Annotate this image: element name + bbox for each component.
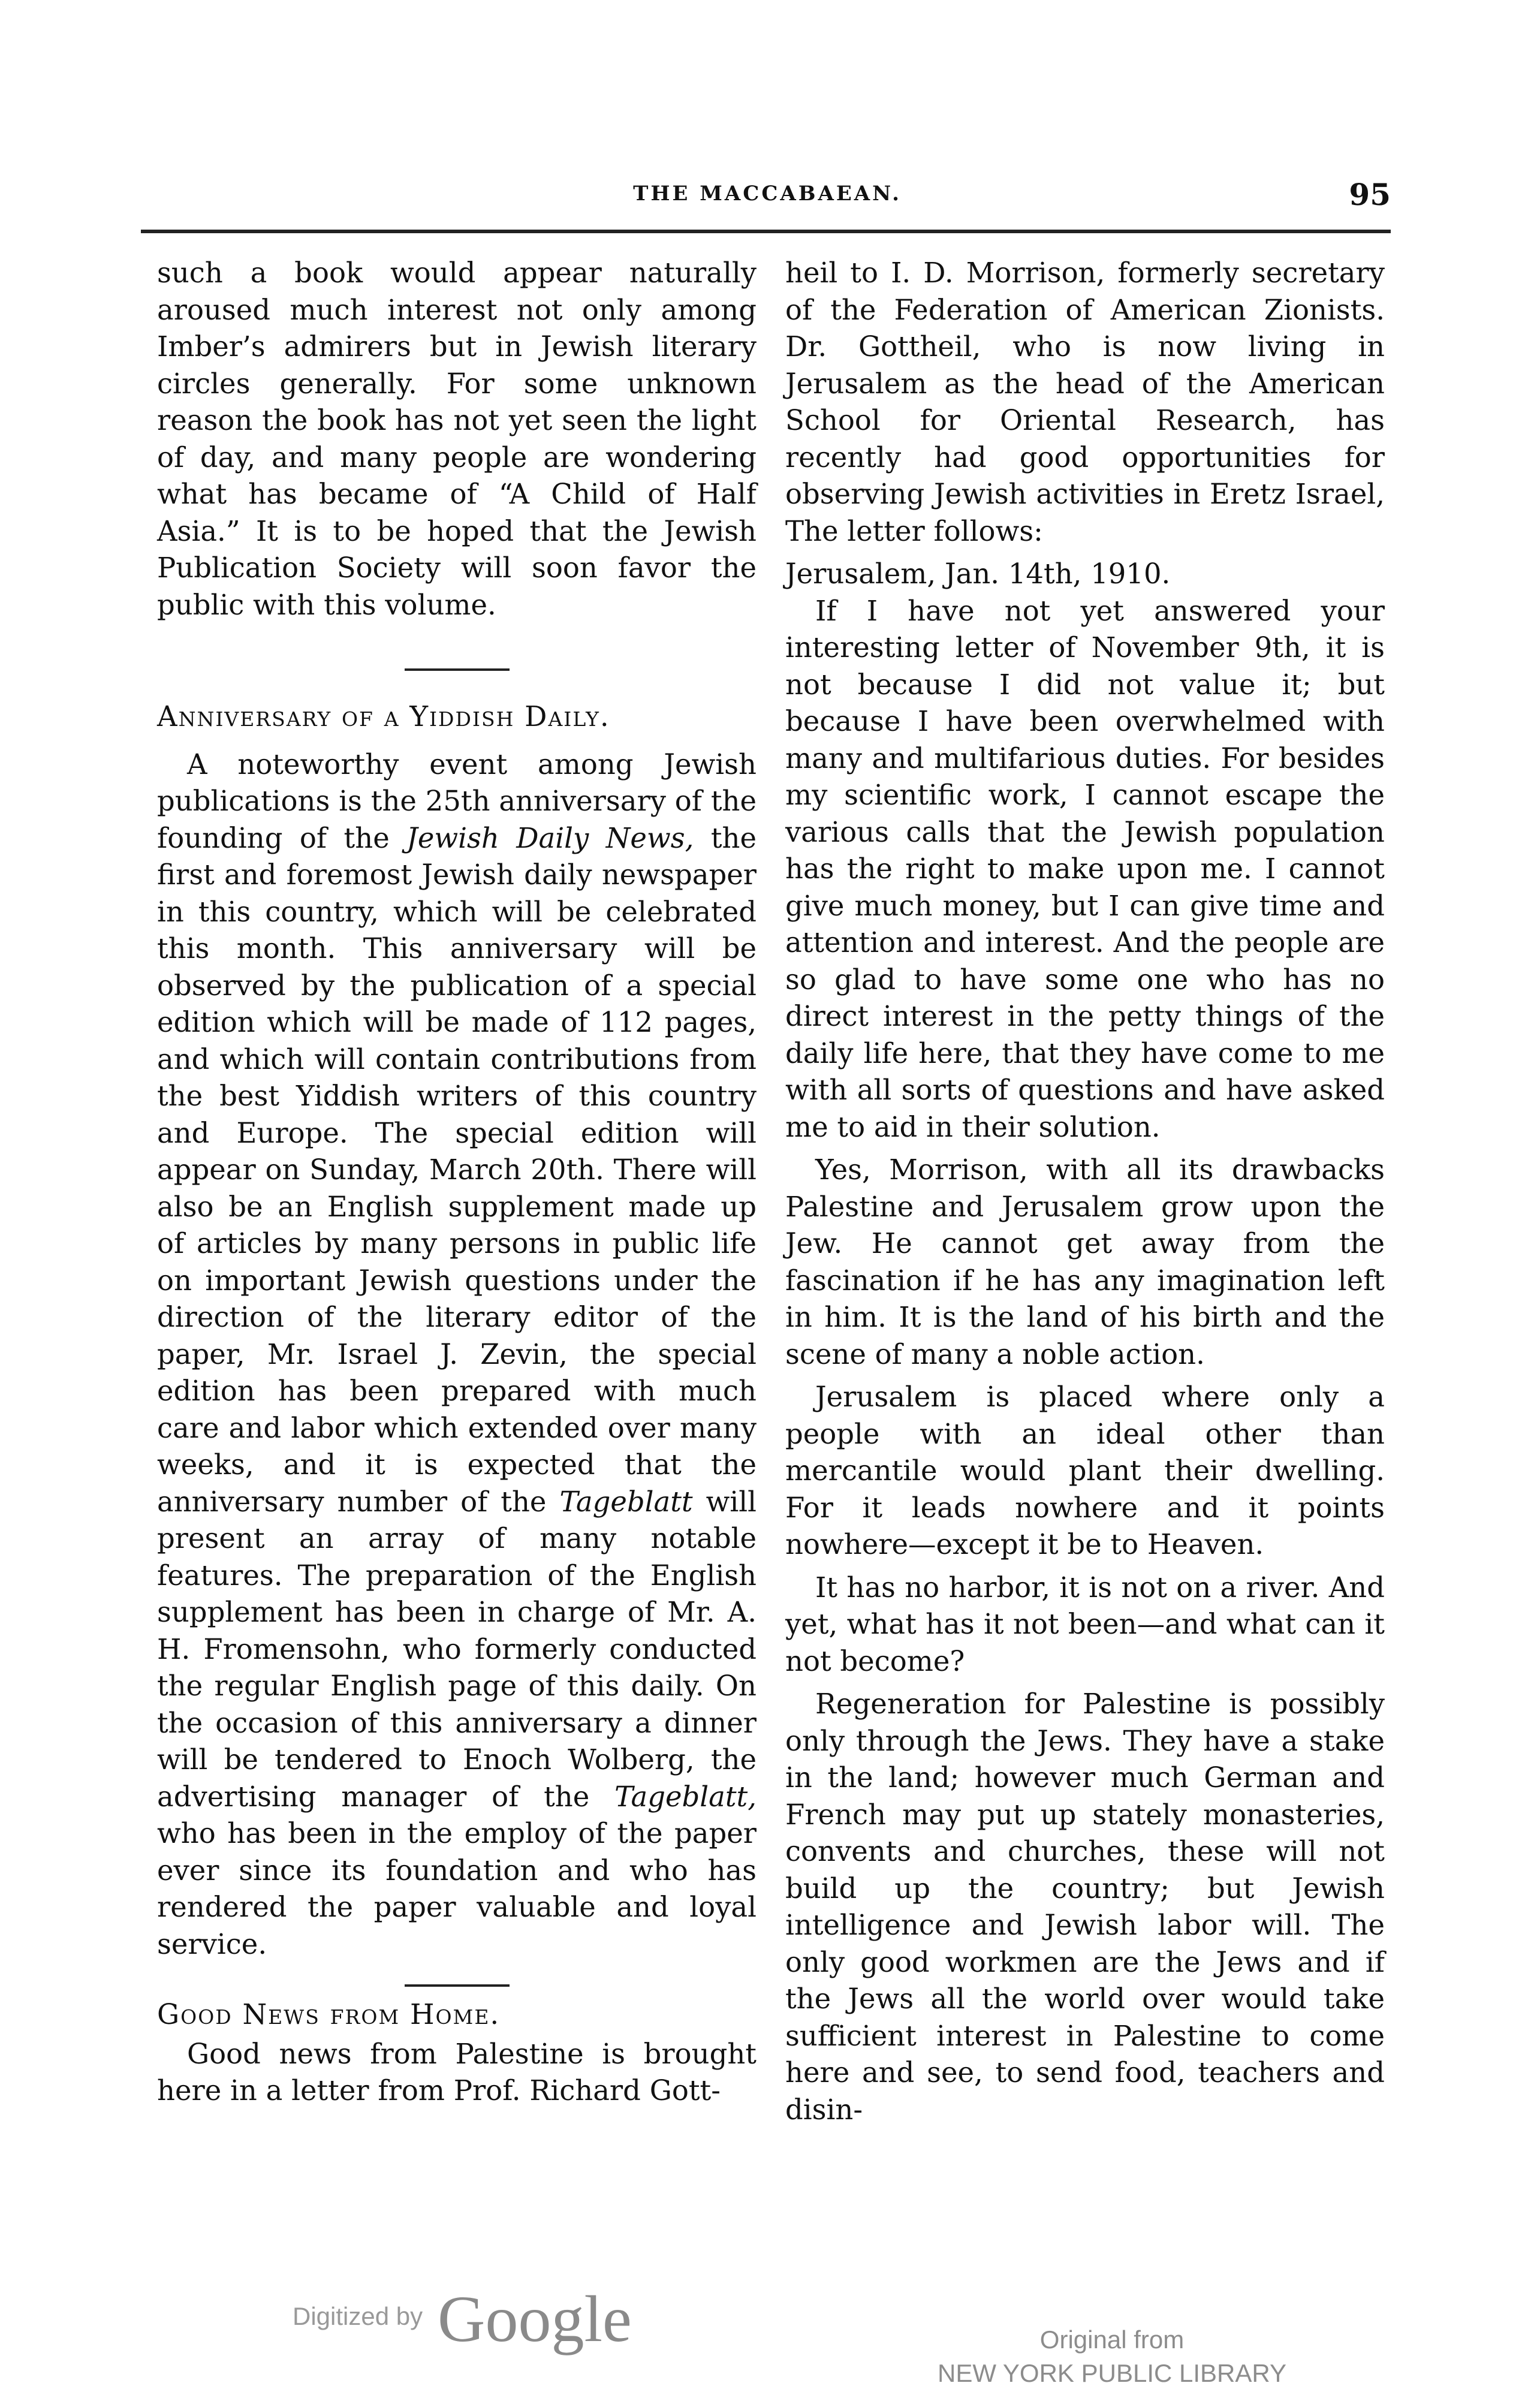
anniversary-paragraph [157, 746, 757, 1963]
letter-paragraph-1: If I have not yet answered your interesting letter of November 9th, it is not because I did not value it; but because I have been overwhelmed with many and multifarious duties. For besides my scientific work, I cannot escape the various calls that the Jewish population has the right to make upon me. I cannot give much money, but I can give time and attention and interest. And the people are so glad to have some one who has no direct interest in the petty things of the daily life here, that they have come to me with all sorts of questions and have asked me to aid in their solution. [785, 594, 1385, 1143]
letter-paragraph-3: Jerusalem is placed where only a people with an ideal other than mercantile would plant their dwelling. For it leads nowhere and it points nowhere—except it be to Heaven. [785, 1381, 1385, 1560]
page-number: 95 [1349, 177, 1391, 212]
text-run: the first and foremost Jewish daily newspaper in this country, which will be celebrated this month. This anniversary will be observed by the publication of a special edition which will be made of 112 pages, and which will contain contributions from the best Yiddish writers of this country and Europe. The special edition will appear on Sunday, March 20th. There will also be an English supplement made up of articles by many persons in public life on important Jewish questions under the direction of the literary editor of the paper, Mr. Israel J. Zevin, the special edition has been prepared with much care and labor which extended over many weeks, and it is expected that the anniversary number of the [157, 821, 757, 1518]
running-head [144, 177, 1391, 225]
intro-paragraph: such a book would appear naturally aroused much interest not only among Imber’s admirers but in Jewish literary circles generally. For some unknown reason the book has not yet seen the light of day, and many people are wondering what has became of “A Child of Half Asia.” It is to be hoped that the Jewish Publication Society will soon favor the public with this volume. [157, 257, 757, 621]
right-column [785, 255, 1385, 2128]
library-name: NEW YORK PUBLIC LIBRARY [938, 2359, 1286, 2387]
left-column [157, 255, 757, 2110]
original-from-label: Original from [1039, 2325, 1185, 2354]
section-heading-anniversary: Anniversary of a Yiddish Daily. [157, 700, 610, 733]
good-news-paragraph: Good news from Palestine is brought here in a letter from Prof. Richard Gott- [157, 2037, 757, 2107]
library-attribution [902, 2323, 1322, 2390]
letter-paragraph-4: It has no harbor, it is not on a river. And yet, what has it not been—and what can it not become? [785, 1571, 1385, 1677]
letter-intro-paragraph: heil to I. D. Morrison, formerly secretary of the Federation of American Zionists. Dr. Gottheil, who is now living in Jerusalem as the head of the American School for Oriental Research, has recently had good opportunities for observing Jewish activities in Eretz Israel, The letter follows: [785, 257, 1385, 547]
running-title: THE MACCABAEAN. [633, 182, 902, 206]
text-run: will present an array of many notable features. The preparation of the English supplement has been in charge of Mr. A. H. Fromensohn, who formerly conducted the regular English page of this daily. On the occasion of this anniversary a dinner will be tendered to Enoch Wolberg, the advertising manager of the [157, 1485, 757, 1813]
section-heading-good-news: Good News from Home. [157, 1998, 501, 2031]
text-run: who has been in the employ of the paper ever since its foundation and who has rendered the paper valuable and loyal service. [157, 1817, 757, 1960]
newspaper-title: Jewish Daily News, [406, 821, 694, 854]
digitized-by-label: Digitized by [293, 2302, 423, 2330]
newspaper-title: Tageblatt [559, 1485, 693, 1518]
header-rule [141, 230, 1391, 233]
google-logo: Google [438, 2282, 632, 2355]
newspaper-title: Tageblatt, [614, 1780, 757, 1813]
letter-paragraph-2: Yes, Morrison, with all its drawbacks Palestine and Jerusalem grow upon the Jew. He cannot get away from the fascination if he has any imagination left in him. It is the land of his birth and the scene of many a noble action. [785, 1153, 1385, 1370]
letter-dateline: Jerusalem, Jan. 14th, 1910. [785, 558, 1171, 590]
letter-paragraph-5: Regeneration for Palestine is possibly only through the Jews. They have a stake in the land; however much German and French may put up stately monasteries, convents and churches, these will not build up the country; but Jewish intelligence and Jewish labor will. The only good workmen are the Jews and if the Jews all the world over would take sufficient interest in Palestine to come here and see, to send food, teachers and disin- [785, 1688, 1385, 2126]
text-run: A noteworthy event among Jewish publications is the 25th anniversary of the founding of the [157, 748, 757, 854]
